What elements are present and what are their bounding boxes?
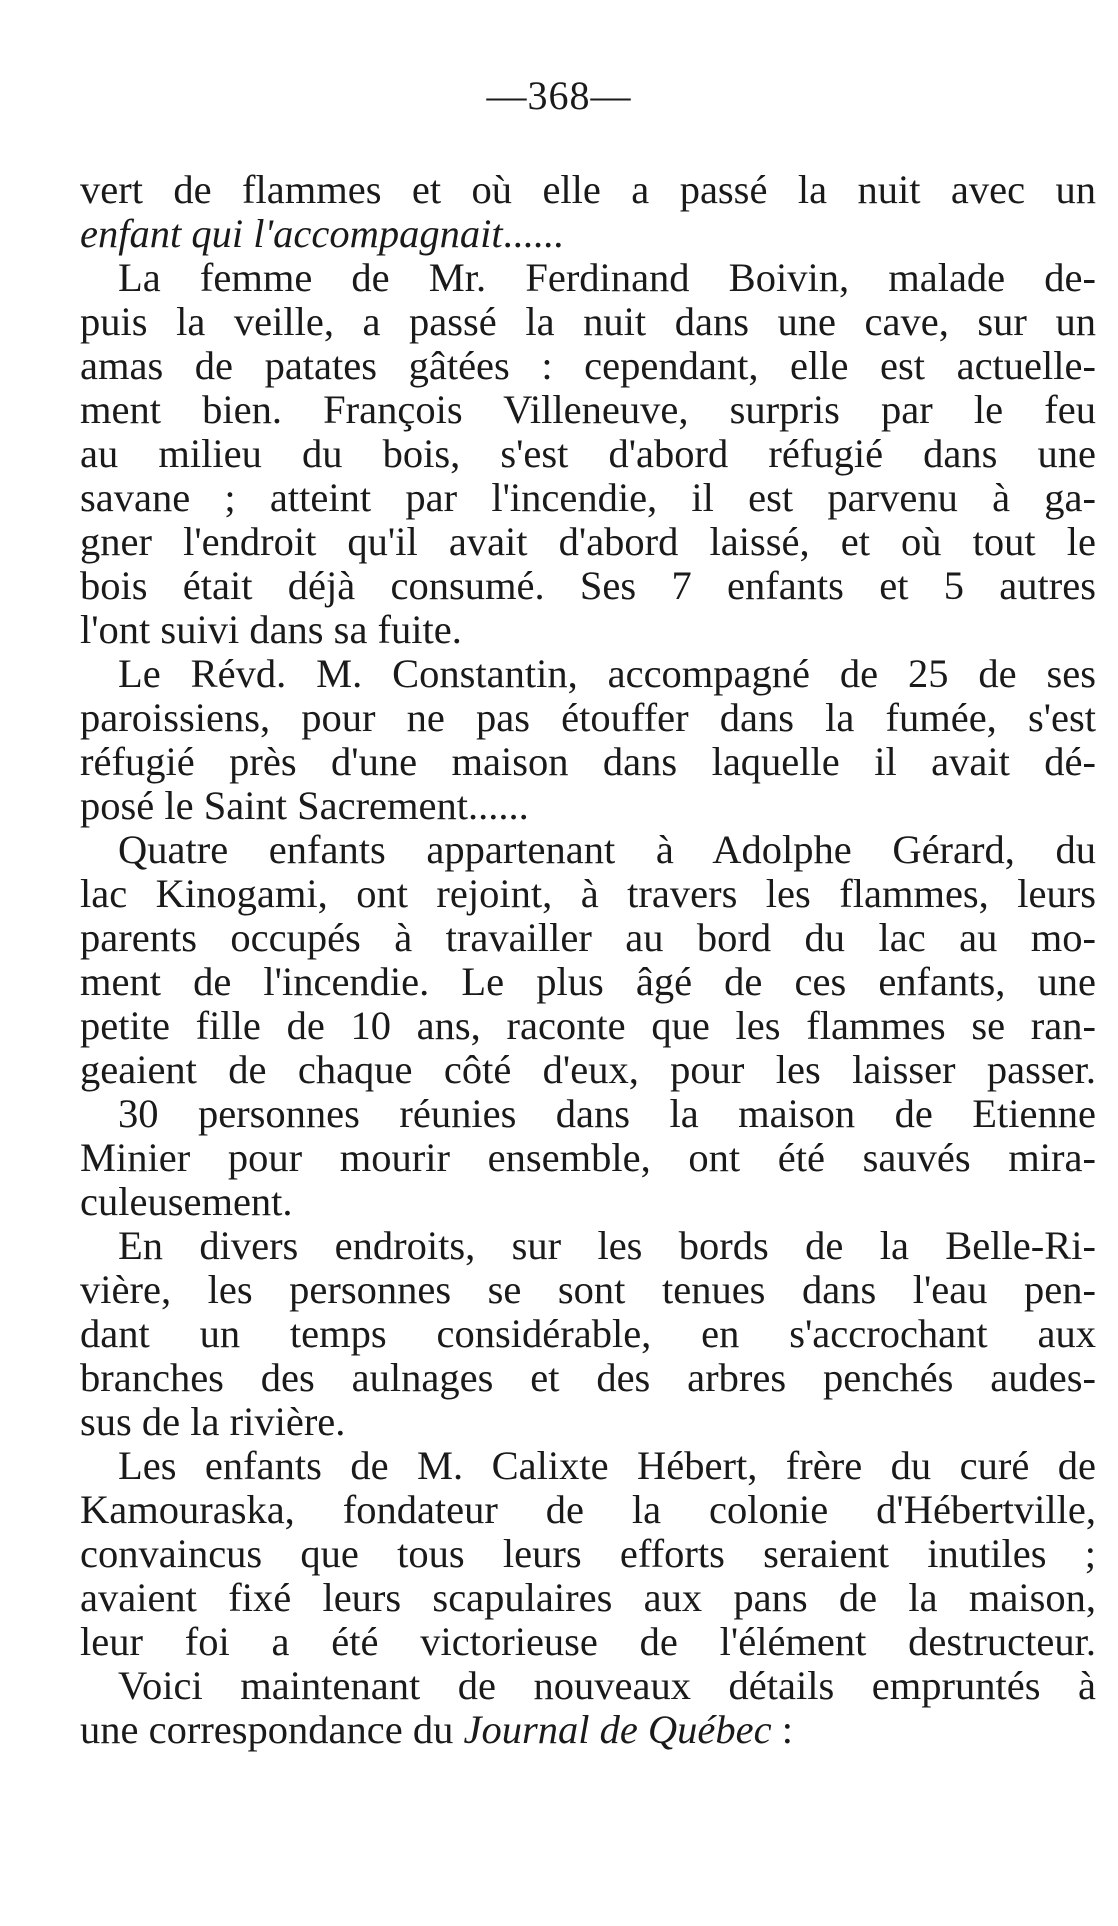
text-line: En divers endroits, sur les bords de la Belle-Ri- [118, 1223, 1096, 1268]
text-line: sus de la rivière. [80, 1399, 346, 1444]
text-line: puis la veille, a passé la nuit dans une cave, sur un [80, 299, 1096, 344]
text-line: vière, les personnes se sont tenues dans l'eau pen- [80, 1267, 1096, 1312]
text-line: vert de flammes et où elle a passé la nuit avec un [80, 167, 1096, 212]
text-line: ment de l'incendie. Le plus âgé de ces enfants, une [80, 959, 1096, 1004]
text-line: amas de patates gâtées : cependant, elle est actuelle- [80, 343, 1096, 388]
text-line: leur foi a été victorieuse de l'élément destructeur. [80, 1619, 1096, 1664]
text-line: parents occupés à travailler au bord du lac au mo- [80, 915, 1096, 960]
text-line: bois était déjà consumé. Ses 7 enfants et 5 autres [80, 563, 1096, 608]
text-line: convaincus que tous leurs efforts seraient inutiles ; [80, 1531, 1096, 1576]
text-line: 30 personnes réunies dans la maison de Etienne [118, 1091, 1096, 1136]
text-line [80, 1708, 1096, 1752]
text-line [80, 212, 1096, 256]
text-line: Le Révd. M. Constantin, accompagné de 25 de ses [118, 651, 1096, 696]
text-line: Kamouraska, fondateur de la colonie d'Hébertville, [80, 1487, 1096, 1532]
text-line: dant un temps considérable, en s'accrochant aux [80, 1311, 1096, 1356]
text-line: savane ; atteint par l'incendie, il est parvenu à ga- [80, 475, 1096, 520]
text-line: lac Kinogami, ont rejoint, à travers les flammes, leurs [80, 871, 1096, 916]
italic-text: enfant qui l'accompagnait [80, 211, 503, 256]
text-line: avaient fixé leurs scapulaires aux pans de la maison, [80, 1575, 1096, 1620]
text-line: Minier pour mourir ensemble, ont été sauvés mira- [80, 1135, 1096, 1180]
text-line: paroissiens, pour ne pas étouffer dans la fumée, s'est [80, 695, 1096, 740]
text-line: l'ont suivi dans sa fuite. [80, 607, 462, 652]
text-line: petite fille de 10 ans, raconte que les flammes se ran- [80, 1003, 1096, 1048]
text-line: Quatre enfants appartenant à Adolphe Gérard, du [118, 827, 1096, 872]
page-number: —368— [486, 73, 632, 118]
italic-text: Journal de Québec [463, 1707, 772, 1752]
text-line: gner l'endroit qu'il avait d'abord laissé, et où tout le [80, 519, 1096, 564]
text-line: posé le Saint Sacrement...... [80, 783, 529, 828]
text-line: geaient de chaque côté d'eux, pour les laisser passer. [80, 1047, 1096, 1092]
text-line: ment bien. François Villeneuve, surpris par le feu [80, 387, 1096, 432]
text-line: branches des aulnages et des arbres penchés audes- [80, 1355, 1096, 1400]
body-text [80, 168, 1096, 1752]
text-line: Voici maintenant de nouveaux détails empruntés à [118, 1663, 1096, 1708]
text-line: Les enfants de M. Calixte Hébert, frère du curé de [118, 1443, 1096, 1488]
text-segment: ...... [502, 211, 564, 256]
text-line: culeusement. [80, 1179, 293, 1224]
text-segment: une correspondance du [80, 1707, 464, 1752]
text-line: réfugié près d'une maison dans laquelle il avait dé- [80, 739, 1096, 784]
text-segment: : [771, 1707, 793, 1752]
text-line: La femme de Mr. Ferdinand Boivin, malade de- [118, 255, 1096, 300]
text-line: au milieu du bois, s'est d'abord réfugié dans une [80, 431, 1096, 476]
